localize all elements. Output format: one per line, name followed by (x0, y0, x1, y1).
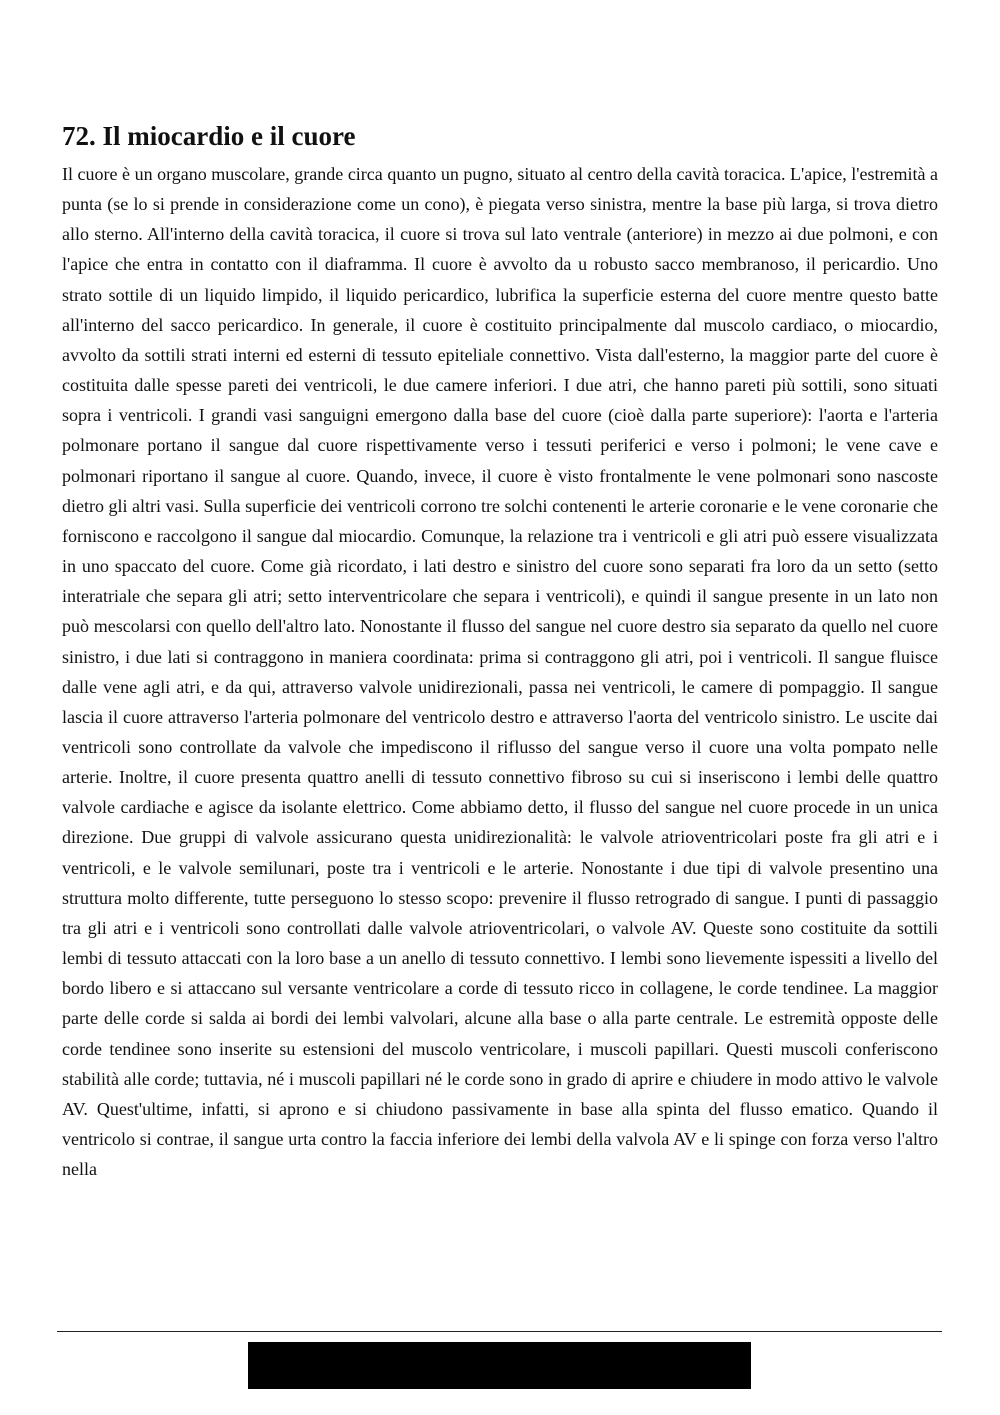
body-paragraph: Il cuore è un organo muscolare, grande circa quanto un pugno, situato al centro della cavità toracica. L'apice, l'estremità a punta (se lo si prende in considerazione come un cono), è piegata verso sinistra, mentre la base più larga, si trova dietro allo sterno. All'interno della cavità toracica, il cuore si trova sul lato ventrale (anteriore) in mezzo ai due polmoni, e con l'apice che entra in contatto con il diaframma. Il cuore è avvolto da u robusto sacco membranoso, il pericardio. Uno strato sottile di un liquido limpido, il liquido pericardico, lubrifica la superficie esterna del cuore mentre questo batte all'interno del sacco pericardico. In generale, il cuore è costituito principalmente dal muscolo cardiaco, o miocardio, avvolto da sottili strati interni ed esterni di tessuto epiteliale connettivo. Vista dall'esterno, la maggior parte del cuore è costituita dalle spesse pareti dei ventricoli, le due camere inferiori. I due atri, che hanno pareti più sottili, sono situati sopra i ventricoli. I grandi vasi sanguigni emergono dalla base del cuore (cioè dalla parte superiore): l'aorta e l'arteria polmonare portano il sangue dal cuore rispettivamente verso i tessuti periferici e verso i polmoni; le vene cave e polmonari riportano il sangue al cuore. Quando, invece, il cuore è visto frontalmente le vene polmonari sono nascoste dietro gli altri vasi. Sulla superficie dei ventricoli corrono tre solchi contenenti le arterie coronarie e le vene coronarie che forniscono e raccolgono il sangue dal miocardio. Comunque, la relazione tra i ventricoli e gli atri può essere visualizzata in uno spaccato del cuore. Come già ricordato, i lati destro e sinistro del cuore sono separati fra loro da un setto (setto interatriale che separa gli atri; setto interventricolare che separa i ventricoli), e quindi il sangue presente in un lato non può mescolarsi con quello dell'altro lato. Nonostante il flusso del sangue nel cuore destro sia separato da quello nel cuore sinistro, i due lati si contraggono in maniera coordinata: prima si contraggono gli atri, poi i ventricoli. Il sangue fluisce dalle vene agli atri, e da qui, attraverso valvole unidirezionali, passa nei ventricoli, le camere di pompaggio. Il sangue lascia il cuore attraverso l'arteria polmonare del ventricolo destro e attraverso l'aorta del ventricolo sinistro. Le uscite dai ventricoli sono controllate da valvole che impediscono il riflusso del sangue verso il cuore una volta pompato nelle arterie. Inoltre, il cuore presenta quattro anelli di tessuto connettivo fibroso su cui si inseriscono i lembi delle quattro valvole cardiache e agisce da isolante elettrico. Come abbiamo detto, il flusso del sangue nel cuore procede in un unica direzione. Due gruppi di valvole assicurano questa unidirezionalità: le valvole atrioventricolari poste fra gli atri e i ventricoli, e le valvole semilunari, poste tra i ventricoli e le arterie. Nonostante i due tipi di valvole presentino una struttura molto differente, tutte perseguono lo stesso scopo: prevenire il flusso retrogrado di sangue. I punti di passaggio tra gli atri e i ventricoli sono controllati dalle valvole atrioventricolari, o valvole AV. Queste sono costituite da sottili lembi di tessuto attaccati con la loro base a un anello di tessuto connettivo. I lembi sono lievemente ispessiti a livello del bordo libero e si attaccano sul versante ventricolare a corde di tessuto ricco in collagene, le corde tendinee. La maggior parte delle corde si salda ai bordi dei lembi valvolari, alcune alla base o alla parte centrale. Le estremità opposte delle corde tendinee sono inserite su estensioni del muscolo ventricolare, i muscoli papillari. Questi muscoli conferiscono stabilità alle corde; tuttavia, né i muscoli papillari né le corde sono in grado di aprire e chiudere in modo attivo le valvole AV. Quest'ultime, infatti, si aprono e si chiudono passivamente in base alla spinta del flusso ematico. Quando il ventricolo si contrae, il sangue urta contro la faccia inferiore dei lembi della valvola AV e li spinge con forza verso l'altro nella (62, 164, 938, 1180)
section-title: 72. Il miocardio e il cuore (62, 121, 356, 151)
footer-divider (57, 1331, 942, 1332)
footer-redaction-block (248, 1342, 751, 1389)
